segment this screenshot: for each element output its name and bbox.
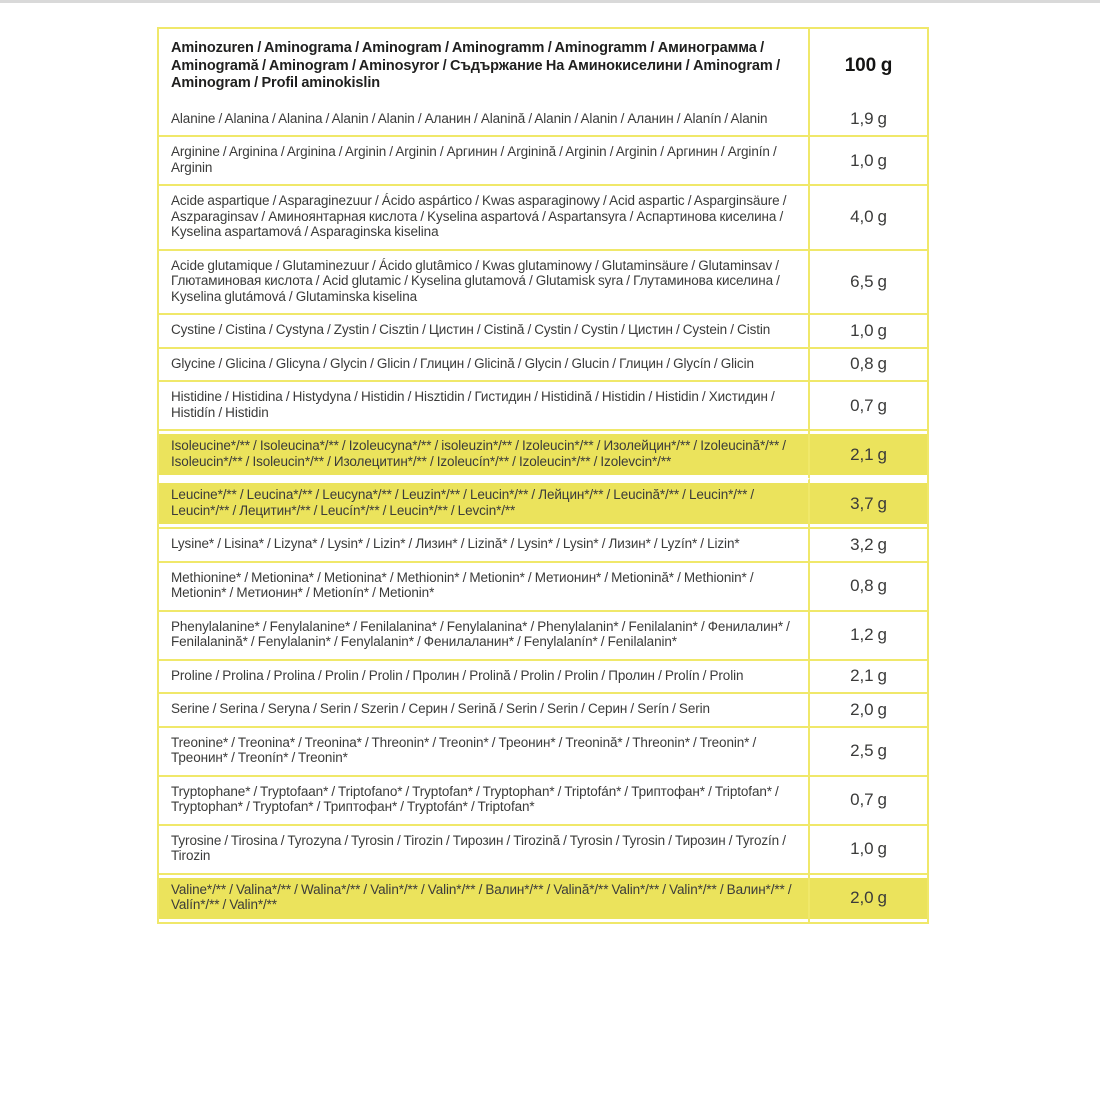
amino-acid-amount: 1,0 g <box>810 135 927 184</box>
amino-acid-names: Histidine / Histidina / Histydyna / Histidin / Hisztidin / Гистидин / Histidină / Histidin / Histidin / Хистидин / Histidín / Histidin <box>159 380 810 429</box>
amino-acid-amount: 1,0 g <box>810 824 927 873</box>
table-row <box>159 775 927 824</box>
table-row <box>159 561 927 610</box>
table-row <box>159 184 927 249</box>
amino-acid-amount: 4,0 g <box>810 184 927 249</box>
table-row <box>159 478 927 527</box>
amino-acid-names: Arginine / Arginina / Arginina / Arginin / Arginin / Аргинин / Arginină / Arginin / Arginin / Аргинин / Arginín / Arginin <box>159 135 810 184</box>
amino-acid-amount: 1,9 g <box>810 104 927 136</box>
amino-acid-amount: 3,7 g <box>810 478 927 527</box>
amino-acid-names: Proline / Prolina / Prolina / Prolin / Prolin / Пролин / Prolină / Prolin / Prolin / Пролин / Prolín / Prolin <box>159 659 810 693</box>
amino-acid-amount: 0,8 g <box>810 561 927 610</box>
amino-acid-names: Glycine / Glicina / Glicyna / Glycin / Glicin / Глицин / Glicină / Glycin / Glucin / Глицин / Glycín / Glicin <box>159 347 810 381</box>
table-row <box>159 726 927 775</box>
table-header-row <box>159 29 927 104</box>
table-row <box>159 610 927 659</box>
amino-acid-names: Methionine* / Metionina* / Metionina* / Methionin* / Metionin* / Метионин* / Metionină* / Methionin* / Metionin* / Метионин* / Metionín* / Metionin* <box>159 561 810 610</box>
amino-acid-amount: 6,5 g <box>810 249 927 314</box>
amino-acid-names: Lysine* / Lisina* / Lizyna* / Lysin* / Lizin* / Лизин* / Lizină* / Lysin* / Lysin* / Лизин* / Lyzín* / Lizin* <box>159 527 810 561</box>
table-row <box>159 104 927 136</box>
table-row <box>159 659 927 693</box>
table-row <box>159 249 927 314</box>
amino-acid-amount: 2,0 g <box>810 692 927 726</box>
table-row <box>159 824 927 873</box>
amino-acid-names: Cystine / Cistina / Cystyna / Zystin / Cisztin / Цистин / Cistină / Cystin / Cystin / Цистин / Cystein / Cistin <box>159 313 810 347</box>
amino-acid-names: Alanine / Alanina / Alanina / Alanin / Alanin / Аланин / Alanină / Alanin / Alanin / Аланин / Alanín / Alanin <box>159 104 810 136</box>
amino-acid-amount: 0,7 g <box>810 775 927 824</box>
amino-acid-names: Phenylalanine* / Fenylalanine* / Fenilalanina* / Fenylalanina* / Phenylalanin* / Fenilalanin* / Фенилалин* / Fenilalanină* / Fenylalanin* / Fenylalanin* / Фенилаланин* / Fenylalanín* / Fenilalanin* <box>159 610 810 659</box>
amino-acid-names: Tyrosine / Tirosina / Tyrozyna / Tyrosin / Tirozin / Тирозин / Tirozină / Tyrosin / Tyrosin / Тирозин / Tyrozín / Tirozin <box>159 824 810 873</box>
table-row <box>159 527 927 561</box>
table-row <box>159 313 927 347</box>
amino-acid-names: Serine / Serina / Seryna / Serin / Szerin / Серин / Serină / Serin / Serin / Серин / Serín / Serin <box>159 692 810 726</box>
amino-table-body <box>159 104 927 922</box>
table-row <box>159 873 927 922</box>
amino-acid-names: Valine*/** / Valina*/** / Walina*/** / Valin*/** / Valin*/** / Валин*/** / Valină*/** Valin*/** / Valin*/** / Валин*/** / Valín*/** / Valin*/** <box>159 873 810 922</box>
amino-acid-table <box>157 27 929 924</box>
amino-acid-names: Isoleucine*/** / Isoleucina*/** / Izoleucyna*/** / isoleuzin*/** / Izoleucin*/** / Изолейцин*/** / Izoleucină*/** / Isoleucin*/** / Isoleucin*/** / Изолецитин*/** / Izoleucín*/** / Izoleucin*/** / Izolevcin*/** <box>159 429 810 478</box>
table-row <box>159 429 927 478</box>
amino-acid-amount: 0,8 g <box>810 347 927 381</box>
table-header-title: Aminozuren / Aminograma / Aminogram / Aminogramm / Aminogramm / Аминограмма / Aminogramă / Aminogram / Aminosyror / Съдържание На Аминокиселини / Aminogram / Aminogram / Profil aminokislin <box>159 29 810 104</box>
amino-acid-names: Leucine*/** / Leucina*/** / Leucyna*/** / Leuzin*/** / Leucin*/** / Лейцин*/** / Leucină*/** / Leucin*/** / Leucin*/** / Лецитин*/** / Leucín*/** / Leucin*/** / Levcin*/** <box>159 478 810 527</box>
table-row <box>159 135 927 184</box>
amino-acid-amount: 2,1 g <box>810 659 927 693</box>
amino-acid-names: Acide glutamique / Glutaminezuur / Ácido glutâmico / Kwas glutaminowy / Glutaminsäure / Glutaminsav / Глютаминовая кислота / Acid glutamic / Kyselina glutamová / Glutamisk syra / Глутаминова киселина / Kyselina glutámová / Glutaminska kiselina <box>159 249 810 314</box>
amino-acid-amount: 1,2 g <box>810 610 927 659</box>
table-header-amount: 100 g <box>810 29 927 104</box>
amino-acid-amount: 0,7 g <box>810 380 927 429</box>
amino-acid-names: Tryptophane* / Tryptofaan* / Triptofano* / Tryptofan* / Tryptophan* / Triptofán* / Триптофан* / Triptofan* / Tryptophan* / Tryptofan* / Триптофан* / Tryptofán* / Triptofan* <box>159 775 810 824</box>
table-row <box>159 692 927 726</box>
amino-acid-amount: 2,0 g <box>810 873 927 922</box>
table-row <box>159 380 927 429</box>
table-row <box>159 347 927 381</box>
amino-acid-names: Acide aspartique / Asparaginezuur / Ácido aspártico / Kwas asparaginowy / Acid aspartic / Asparginsäure / Aszparaginsav / Аминоянтарная кислота / Kyselina aspartová / Aspartansyra / Аспартинова киселина / Kyselina aspartamová / Asparaginska kiselina <box>159 184 810 249</box>
amino-acid-amount: 1,0 g <box>810 313 927 347</box>
aminogram-table <box>157 27 929 924</box>
amino-acid-names: Treonine* / Treonina* / Treonina* / Threonin* / Treonin* / Треонин* / Treonină* / Threonin* / Treonin* / Треонин* / Treonín* / Treonin* <box>159 726 810 775</box>
page-top-divider <box>0 0 1100 3</box>
amino-acid-amount: 2,1 g <box>810 429 927 478</box>
amino-acid-amount: 3,2 g <box>810 527 927 561</box>
amino-acid-amount: 2,5 g <box>810 726 927 775</box>
